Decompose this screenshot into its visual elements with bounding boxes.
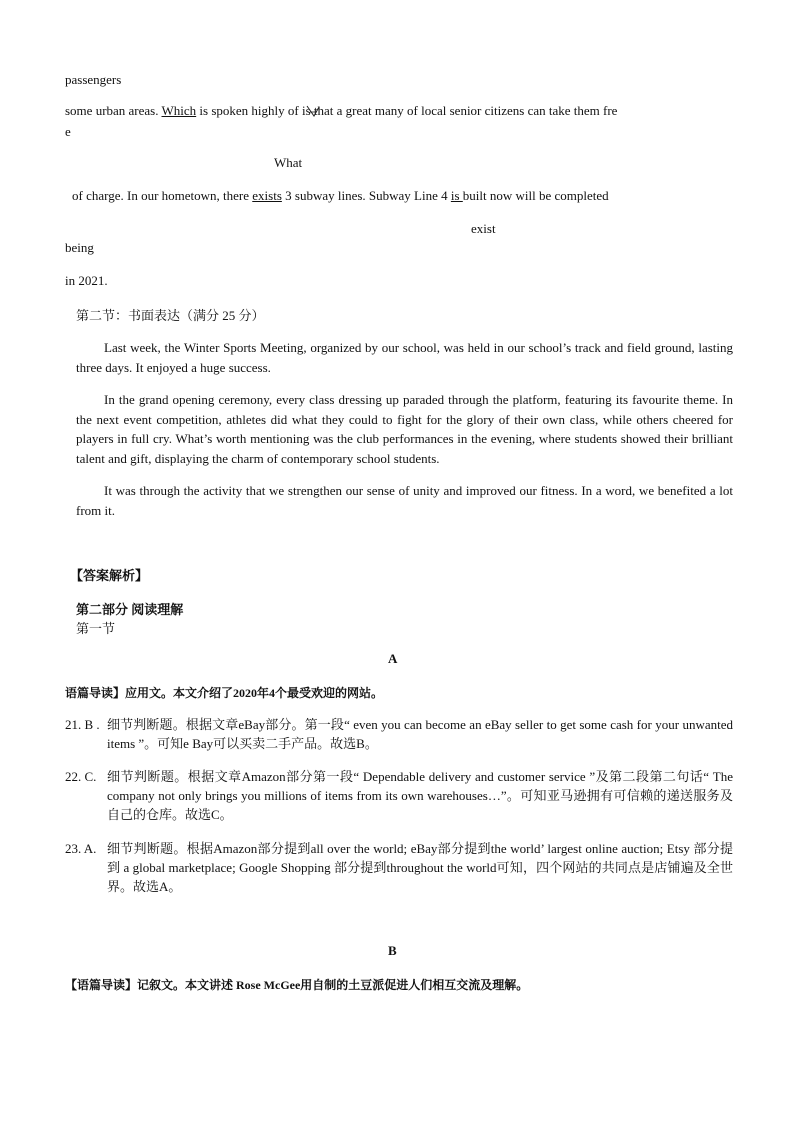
insertion-caret-icon: [304, 104, 322, 120]
answer-item-23: [65, 839, 733, 896]
writing-paragraph-3: It was through the activity that we strengthen our sense of unity and improved our fitness. In a word, we benefited a lot from it.: [76, 483, 733, 518]
answer-number: 21. B .: [65, 717, 100, 732]
correction-line-1-text-a: some urban areas.: [65, 103, 162, 118]
answer-text: 细节判断题。根据Amazon部分提到all over the world; eBay部分提到the world’ largest online auction; Etsy 部分提到 a global marketplace; Google Shopping 部分提到throughout the world可知，四个网站的共同点是店铺遍及全世界。故选A。: [107, 841, 733, 894]
correction-word-exists: exists: [252, 188, 282, 203]
correction-line-1: [65, 103, 617, 119]
correction-line-3: in 2021.: [65, 273, 108, 288]
answer-item-21: [65, 715, 733, 753]
answer-number: 23. A.: [65, 841, 97, 856]
writing-paragraph-2: In the grand opening ceremony, every class dressing up paraded through the platform, featuring its favourite theme. In the next event competition, athletes did what they could to fight for the glory of their own class, while others cheered for players in full cry. What’s worth mentioning was the club performances in the evening, where students showed their brilliant talent and gift, displaying the charm of contemporary school students.: [76, 392, 733, 466]
answers-heading: 【答案解析】: [70, 568, 149, 583]
writing-paragraph-1: Last week, the Winter Sports Meeting, organized by our school, was held in our school’s track and field ground, lasting three days. It enjoyed a huge success.: [76, 340, 733, 375]
answer-text: 细节判断题。根据文章Amazon部分第一段“ Dependable delivery and customer service ”及第二段第二句话“ The company not only brings you millions of items from its own warehouses…”。可知亚马逊拥有可信赖的递送服务及自己的仓库。故选C。: [107, 769, 733, 822]
correction-word-is: is: [450, 188, 463, 203]
writing-heading: 第二节：书面表达（满分 25 分）: [76, 308, 265, 323]
passage-a-intro: 语篇导读】应用文。本文介绍了2020年4个最受欢迎的网站。: [65, 686, 384, 700]
correction-line-1-wrap: e: [65, 124, 71, 139]
correction-line-2-text-b: 3 subway lines. Subway Line 4: [281, 188, 451, 203]
correction-note-passengers: passengers: [65, 72, 122, 87]
correction-word-which: Which: [161, 103, 197, 118]
correction-note-what: What: [274, 155, 303, 170]
correction-line-2: [72, 188, 609, 204]
correction-note-being: being: [65, 240, 94, 255]
answers-part-title: 第二部分 阅读理解: [76, 602, 184, 617]
correction-line-1-text-b: is spoken highly of is that a great many of local senior citizens can take them fre: [196, 103, 618, 118]
passage-a-label: A: [388, 651, 398, 666]
answer-number: 22. C.: [65, 769, 97, 784]
answers-section-title: 第一节: [76, 621, 116, 636]
answer-text: 细节判断题。根据文章eBay部分。第一段“ even you can become an eBay seller to get some cash for your unwanted items ”。可知e Bay可以买卖二手产品。故选B。: [107, 717, 733, 751]
passage-b-intro: 【语篇导读】记叙文。本文讲述 Rose McGee用自制的土豆派促进人们相互交流及理解。: [65, 978, 529, 992]
correction-line-2-text-c: built now will be completed: [462, 188, 609, 203]
passage-b-label: B: [388, 943, 397, 958]
answer-item-22: [65, 767, 733, 824]
correction-line-2-text-a: of charge. In our hometown, there: [72, 188, 253, 203]
correction-note-exist: exist: [471, 221, 496, 236]
